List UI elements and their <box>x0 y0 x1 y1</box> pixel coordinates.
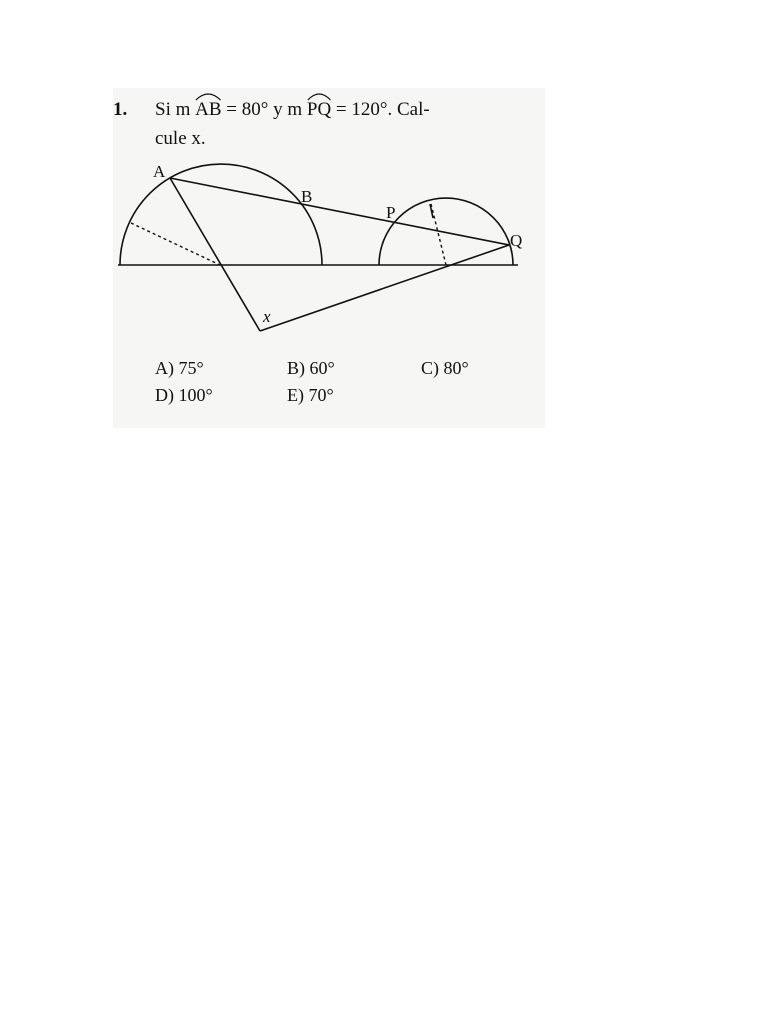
problem-number: 1. <box>113 99 128 120</box>
option-d[interactable] <box>155 385 213 406</box>
option-c-letter: C) <box>421 358 439 378</box>
option-c[interactable] <box>421 358 469 379</box>
dashed-segment-large <box>131 223 220 265</box>
label-point-p: P <box>386 203 396 222</box>
label-angle-x: x <box>263 307 271 326</box>
option-a[interactable] <box>155 358 204 379</box>
option-b-letter: B) <box>287 358 305 378</box>
geometry-figure <box>113 160 533 340</box>
option-c-value: 80° <box>443 358 469 378</box>
label-point-b: B <box>301 187 313 206</box>
problem-statement-line1 <box>155 99 430 121</box>
option-a-letter: A) <box>155 358 174 378</box>
text-eq-120: = 120°. Cal- <box>335 99 430 120</box>
option-b-value: 60° <box>309 358 335 378</box>
text-si-m: Si m <box>155 99 191 120</box>
option-d-value: 100° <box>178 385 213 405</box>
option-d-letter: D) <box>155 385 174 405</box>
arc-overline-icon <box>195 91 221 101</box>
arc-ab-notation <box>195 99 221 121</box>
label-point-q: Q <box>510 231 523 250</box>
option-e-letter: E) <box>287 385 304 405</box>
arc-pq-label: PQ <box>306 99 332 120</box>
segment-vertex-q <box>260 245 509 331</box>
text-eq-80: = 80° y m <box>226 99 303 120</box>
option-a-value: 75° <box>178 358 204 378</box>
secant-a-q <box>170 178 509 245</box>
arc-overline-icon <box>307 91 331 101</box>
option-b[interactable] <box>287 358 335 379</box>
small-semicircle <box>379 198 513 265</box>
segment-a-vertex <box>170 178 260 331</box>
arc-ab-label: AB <box>195 99 222 120</box>
label-point-a: A <box>153 162 166 181</box>
dashed-segment-small <box>431 204 446 265</box>
arc-pq-notation <box>307 99 331 121</box>
large-semicircle <box>120 164 322 265</box>
option-e-value: 70° <box>308 385 334 405</box>
option-e[interactable] <box>287 385 334 406</box>
problem-statement-line2: cule x. <box>155 128 206 149</box>
